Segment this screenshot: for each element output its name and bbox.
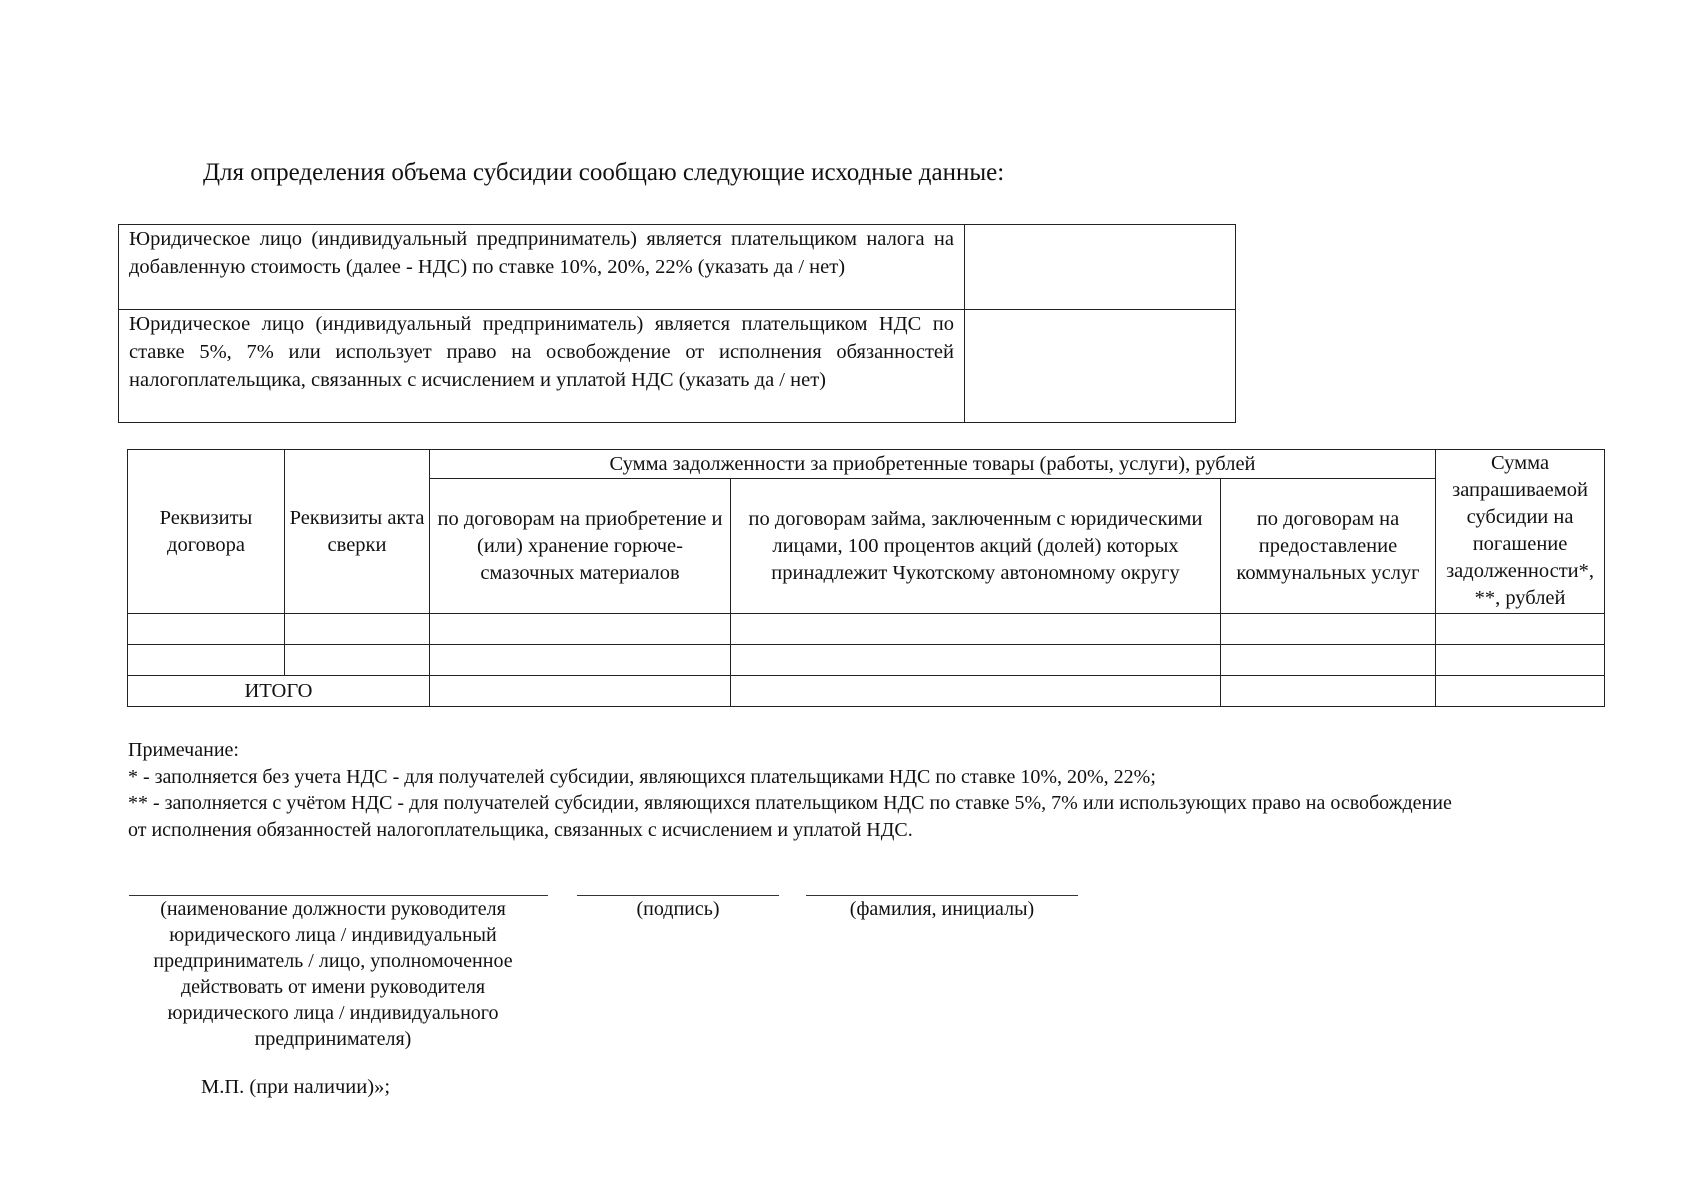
- notes: [128, 737, 1618, 843]
- cell-utility-contracts[interactable]: [1221, 645, 1436, 676]
- vat-status-table: [118, 224, 1236, 423]
- header-fuel-contracts: по договорам на приобретение и (или) хранение горюче-смазочных материалов: [430, 479, 731, 614]
- cell-requested-subsidy[interactable]: [1436, 614, 1605, 645]
- total-fuel-contracts[interactable]: [430, 676, 731, 707]
- position-caption: (наименование должности руководителя юридического лица / индивидуальный предприниматель / лицо, уполномоченное действовать от имени руководителя юридического лица / индивидуального предпринимателя): [153, 898, 513, 1050]
- cell-utility-contracts[interactable]: [1221, 614, 1436, 645]
- notes-heading: Примечание:: [128, 739, 239, 761]
- cell-contract-details[interactable]: [128, 645, 285, 676]
- cell-reconciliation-act[interactable]: [285, 614, 430, 645]
- note-double-asterisk-line1: ** - заполняется с учётом НДС - для получателей субсидии, являющихся плательщиком НДС по ставке 5%, 7% или использующих право на освобождение: [128, 792, 1452, 814]
- cell-requested-subsidy[interactable]: [1436, 645, 1605, 676]
- cell-reconciliation-act[interactable]: [285, 645, 430, 676]
- header-loan-contracts: по договорам займа, заключенным с юридическими лицами, 100 процентов акций (долей) которых принадлежит Чукотскому автономному округу: [731, 479, 1221, 614]
- header-utility-contracts: по договорам на предоставление коммунальных услуг: [1221, 479, 1436, 614]
- cell-fuel-contracts[interactable]: [430, 614, 731, 645]
- total-utility-contracts[interactable]: [1221, 676, 1436, 707]
- vat-question-standard-rate: Юридическое лицо (индивидуальный предприниматель) является плательщиком налога на добавленную стоимость (далее - НДС) по ставке 10%, 20%, 22% (указать да / нет): [119, 225, 965, 310]
- total-loan-contracts[interactable]: [731, 676, 1221, 707]
- note-single-asterisk: * - заполняется без учета НДС - для получателей субсидии, являющихся плательщиками НДС по ставке 10%, 20%, 22%;: [128, 765, 1156, 788]
- vat-row-reduced-rate: [119, 310, 1236, 423]
- intro-text: Для определения объема субсидии сообщаю следующие исходные данные:: [203, 159, 1005, 186]
- header-row-top: [128, 450, 1605, 479]
- cell-loan-contracts[interactable]: [731, 645, 1221, 676]
- note-double-asterisk-line2: от исполнения обязанностей налогоплательщика, связанных с исчислением и уплатой НДС.: [128, 818, 913, 841]
- cell-contract-details[interactable]: [128, 614, 285, 645]
- vat-answer-reduced-rate[interactable]: [965, 310, 1236, 423]
- table-row: [128, 614, 1605, 645]
- signature-caption: (подпись): [636, 898, 720, 920]
- cell-fuel-contracts[interactable]: [430, 645, 731, 676]
- vat-answer-standard-rate[interactable]: [965, 225, 1236, 310]
- header-reconciliation-act: Реквизиты акта сверки: [285, 450, 430, 614]
- total-requested-subsidy[interactable]: [1436, 676, 1605, 707]
- name-caption: (фамилия, инициалы): [849, 898, 1035, 920]
- vat-question-reduced-rate: Юридическое лицо (индивидуальный предприниматель) является плательщиком НДС по ставке 5%, 7% или использует право на освобождение от исполнения обязанностей налогоплательщика, связанных с исчислением и уплатой НДС (указать да / нет): [119, 310, 965, 423]
- vat-row-standard-rate: [119, 225, 1236, 310]
- total-row: [128, 676, 1605, 707]
- table-row: [128, 645, 1605, 676]
- header-requested-subsidy: Сумма запрашиваемой субсидии на погашение задолженности*, **, рублей: [1436, 450, 1605, 614]
- debt-table: [127, 449, 1605, 707]
- stamp-place: М.П. (при наличии)»;: [201, 1076, 391, 1098]
- total-label: ИТОГО: [128, 676, 430, 707]
- header-debt-amount-group: Сумма задолженности за приобретенные товары (работы, услуги), рублей: [430, 450, 1436, 479]
- header-contract-details: Реквизиты договора: [128, 450, 285, 614]
- cell-loan-contracts[interactable]: [731, 614, 1221, 645]
